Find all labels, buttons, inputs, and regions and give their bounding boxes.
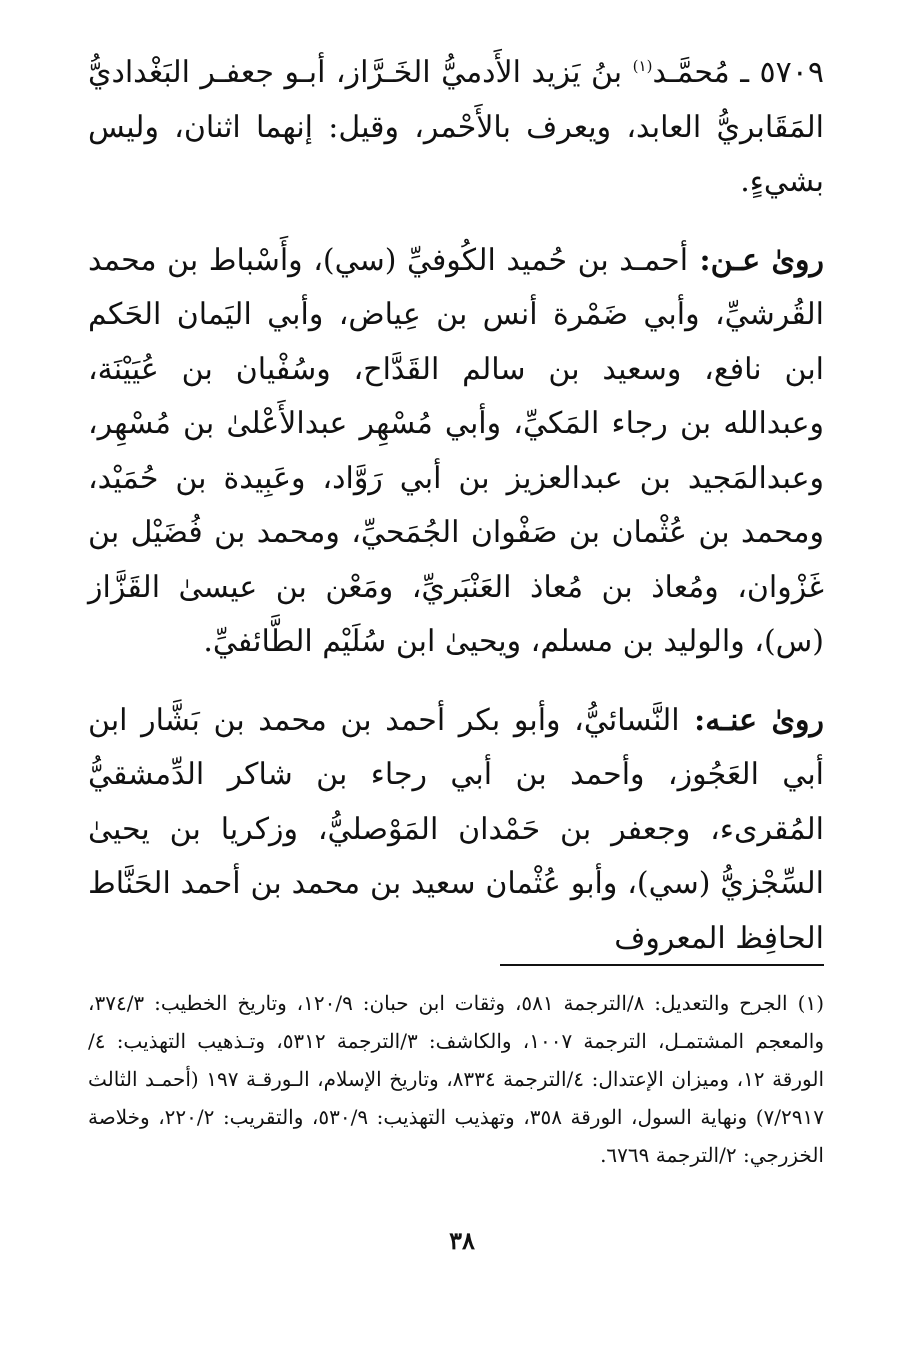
footnote (88, 984, 824, 1174)
narrated-by-heading: روىٰ عنـه: (679, 702, 824, 738)
entry-intro-paragraph (88, 46, 824, 210)
entry-dash: ـ (729, 55, 760, 90)
entry-intro-text: بنُ يَزيد الأَدميُّ الخَـرَّاز، أبـو جعفـر البَغْداديُّ المَقَابريُّ العابد، ويعرف بالأَحْمر، وقيل: إنهما اثنان، وليس بشيءٍ. (88, 55, 824, 199)
footnote-text: الجرح والتعديل: ٨/الترجمة ٥٨١، وثقات ابن حبان: ١٢٠/٩، وتاريخ الخطيب: ٣٧٤/٣، والمعجم المشتمـل، الترجمة ١٠٠٧، والكاشف: ٣/الترجمة ٥٣١٢، وتـذهيب التهذيب: ٤/الورقة ١٢، وميزان الإعتدال: ٤/الترجمة ٨٣٣٤، وتاريخ الإسلام، الـورقـة ١٩٧ (أحمـد الثالث ٧/٢٩١٧) ونهاية السول، الورقة ٣٥٨، وتهذيب التهذيب: ٥٣٠/٩، والتقريب: ٢٢٠/٢، وخلاصة الخزرجي: ٢/الترجمة ٦٧٦٩. (88, 991, 825, 1167)
narrated-from-heading: روىٰ عـن: (688, 242, 824, 278)
page-number: ٣٨ (449, 1226, 475, 1255)
entry-number: ٥٧٠٩ (759, 55, 824, 90)
narrated-from-text: أحمـد بن حُميد الكُوفيِّ (سي)، وأَسْباط بن محمد القُرشيِّ، وأبي ضَمْرة أنس بن عِياض، وأبي اليَمان الحَكم ابن نافع، وسعيد بن سالم القَدَّاح، وسُفْيان بن عُيَيْنَة، وعبدالله بن رجاء المَكيِّ، وأبي مُسْهِر عبدالأَعْلىٰ بن مُسْهِر، وعبدالمَجيد بن عبدالعزيز بن أبي رَوَّاد، وعَبِيدة بن حُمَيْد، ومحمد بن عُثْمان بن صَفْوان الجُمَحيِّ، ومحمد بن فُضَيْل بن غَزْوان، ومُعاذ بن مُعاذ العَنْبَريِّ، ومَعْن بن عيسىٰ القَزَّاز (س)، والوليد بن مسلم، ويحيىٰ ابن سُلَيْم الطَّائفيِّ. (88, 242, 824, 659)
footnote-divider (500, 964, 824, 966)
main-text (88, 46, 824, 966)
footnote-reference[interactable]: (١) (632, 57, 653, 75)
footnote-number: (١) (797, 991, 824, 1015)
narrated-by-paragraph (88, 694, 824, 967)
entry-name: مُحمَّـد (652, 55, 730, 90)
narrated-by-text: النَّسائيُّ، وأبو بكر أحمد بن محمد بن بَشَّار ابن أبي العَجُوز، وأحمد بن أبي رجاء بن شاكر الدِّمشقيُّ المُقرىء، وجعفر بن حَمْدان المَوْصليُّ، وزكريا بن يحيىٰ السِّجْزيُّ (سي)، وأبو عُثْمان سعيد بن محمد بن أحمد الحَنَّاط الحافِظ المعروف (88, 702, 824, 956)
narrated-from-paragraph (88, 234, 824, 670)
